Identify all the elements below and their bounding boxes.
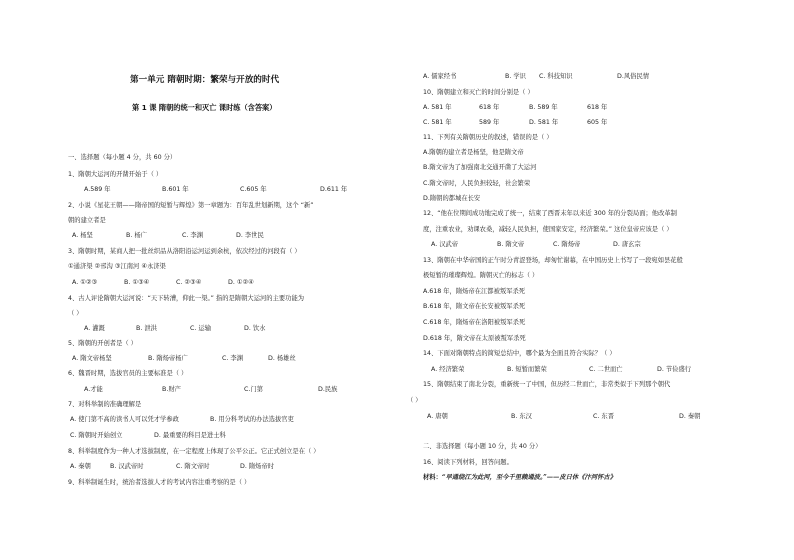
question-2: 2、小说《星花王朝——隋帝国的短暂与辉煌》第一章题为：百年乱世划新期，这个 “新”	[68, 202, 314, 209]
option: C. 运输	[190, 325, 211, 332]
option: C. 隋炀帝	[553, 241, 581, 248]
option: A.618 年，隋炀帝在江都被叛军杀死	[423, 288, 526, 295]
option: C.隋文帝时，人民负担较轻，社会繁荣	[423, 180, 531, 187]
option: D. 秦朝	[679, 413, 701, 420]
question-5: 5、隋朝的开创者是（ ）	[68, 340, 137, 347]
option: A.589 年	[84, 186, 111, 193]
option: A. 使门第不高的读书人可以凭才学参政	[70, 416, 179, 423]
option: C. ②③④	[176, 279, 202, 286]
option: D. 隋炀帝时	[240, 463, 275, 470]
option: B. 用分科考试的办法选拔官吏	[210, 416, 294, 423]
question-7: 7、对科举制的准确理解是	[68, 401, 142, 408]
option: B.618 年，隋文帝在长安被叛军杀死	[423, 303, 526, 310]
material-text: “早通绕江为此河，至今千里赖通波。”——皮日休《汴河怀古》	[441, 474, 617, 481]
option: A.才能	[84, 386, 103, 393]
question-9: 9、科举制诞生时，统治者选拔人才的考试内容注重考察的是（ ）	[68, 479, 251, 486]
option: C.618 年，隋炀帝在洛阳被叛军杀死	[423, 319, 526, 326]
option: A. ①②③	[72, 279, 98, 286]
unit-title: 第一单元 隋朝时期：繁荣与开放的时代	[130, 75, 280, 85]
option: 618 年	[587, 104, 608, 111]
option: B. 隋炀帝杨广	[148, 355, 188, 362]
option: D. 杨雄丝	[268, 355, 296, 362]
question-15: 15、隋朝结束了南北分裂，重新统一了中国，但历经二世而亡，非常类似于下列那个朝代	[423, 381, 671, 388]
option: C. 581 年	[423, 119, 452, 126]
option: A. 儒家经书	[423, 73, 457, 80]
option: D. 饮水	[244, 325, 266, 332]
question-8: 8、科举制度作为一种人才选拔制度，在一定程度上体现了公平公正。它正式创立是在（ ）	[68, 448, 320, 455]
option: D. 唐玄宗	[613, 241, 641, 248]
question-11: 11、下列有关隋朝历史的叙述，错误的是（ ）	[423, 134, 553, 141]
option: B. ①③④	[124, 279, 150, 286]
option: B.隋文帝为了加强南北交通开凿了大运河	[423, 164, 537, 171]
option: 618 年	[479, 104, 500, 111]
option: C. 李渊	[182, 232, 203, 239]
question-15-cont: （ ）	[407, 397, 422, 404]
question-14: 14、下面对隋朝特点的简短总结中，哪个最为全面且符合实际？（ ）	[423, 350, 616, 357]
option: B. 杨广	[126, 232, 147, 239]
question-13: 13、隋朝在中华帝国的正午时分青涩登场，却匆忙谢幕，在中国历史上书写了一段宛如昙花般	[423, 257, 683, 264]
option: A. 隋文帝杨坚	[72, 355, 112, 362]
option: C. 二世而亡	[589, 366, 623, 373]
lesson-title: 第 1 课 隋朝的统一和灭亡 课时练（含答案）	[132, 103, 277, 112]
option: C. 科技知识	[539, 73, 573, 80]
option: A. 灌溉	[84, 325, 105, 332]
option: B. 东汉	[511, 413, 532, 420]
material-quote	[423, 474, 616, 482]
question-10: 10、隋朝建立和灭亡的时间分别是（ ）	[423, 89, 534, 96]
option: A.隋朝的建立者是杨坚，他是隋文帝	[423, 149, 524, 156]
question-12: 12、“他在位期间成功地完成了统一，结束了西晋末年以来近 300 年的分裂局面；他改革制	[423, 210, 677, 217]
option: A. 杨坚	[72, 232, 93, 239]
option: C. 隋文帝时	[176, 463, 210, 470]
option: C.门第	[244, 386, 263, 393]
option: A. 唐朝	[427, 413, 448, 420]
question-16: 16、阅读下列材料，回答问题。	[423, 459, 513, 466]
question-4: 4、古人评论隋朝大运河说：“天下转漕，仰此一渠。” 指的是隋朝大运河的主要功能为	[68, 295, 305, 302]
option: A. 经济繁荣	[431, 366, 465, 373]
option: D. 最重要的科目是进士科	[154, 432, 226, 439]
option: D.618 年，隋文帝在太原被叛军杀死	[423, 335, 526, 342]
option: B. 学识	[505, 73, 526, 80]
option: B. 汉武帝时	[110, 463, 144, 470]
option: C. 隋朝时开始创立	[70, 432, 123, 439]
section-heading: 二、非选择题（每小题 10 分，共 40 分）	[423, 443, 542, 450]
section-heading: 一、选择题（每小题 4 分，共 60 分）	[68, 154, 177, 161]
option: A. 秦朝	[70, 463, 91, 470]
material-label: 材料：	[423, 474, 442, 481]
option: D. 581 年	[529, 119, 559, 126]
option: B. 泄洪	[136, 325, 157, 332]
option: D.611 年	[320, 186, 348, 193]
question-13-cont: 极短暂的璀璨辉煌。隋朝灭亡的标志（ ）	[423, 272, 539, 279]
question-6: 6、魏晋时期，选拔官员的主要标准是（ ）	[68, 370, 188, 377]
option: B.财产	[162, 386, 181, 393]
option: D. 节俭盛行	[657, 366, 692, 373]
question-3: 3、隋朝时期，某商人把一批丝织品从洛阳沿运河运到余杭，依次经过的河段有（ ）	[68, 248, 301, 255]
question-4-cont: （ ）	[68, 310, 83, 317]
question-3-items: ①通济渠 ②邗沟 ③江南河 ④永济渠	[68, 263, 166, 270]
question-2-cont: 朝的建立者是	[68, 217, 106, 224]
option: B. 隋文帝	[497, 241, 525, 248]
option: D.隋朝的都城在长安	[423, 195, 481, 202]
option: C. 李渊	[222, 355, 243, 362]
option: D. ①②④	[228, 279, 254, 286]
option: A. 汉武帝	[431, 241, 459, 248]
option: D.民族	[318, 386, 338, 393]
option: D.风俗民情	[617, 73, 650, 80]
question-1: 1、隋朝大运河的开凿开始于（ ）	[68, 171, 163, 178]
option: D. 李世民	[236, 232, 264, 239]
option: B.601 年	[162, 186, 189, 193]
option: C. 东晋	[593, 413, 614, 420]
option: C.605 年	[240, 186, 267, 193]
option: B. 589 年	[529, 104, 558, 111]
option: A. 581 年	[423, 104, 452, 111]
question-12-cont: 度，注重农业，劝课农桑，减轻人民负担，使国家安定，经济繁荣。” 这位皇帝应该是（ ）	[423, 226, 673, 233]
option: 605 年	[587, 119, 608, 126]
option: B. 短暂而繁荣	[507, 366, 547, 373]
option: 589 年	[479, 119, 500, 126]
